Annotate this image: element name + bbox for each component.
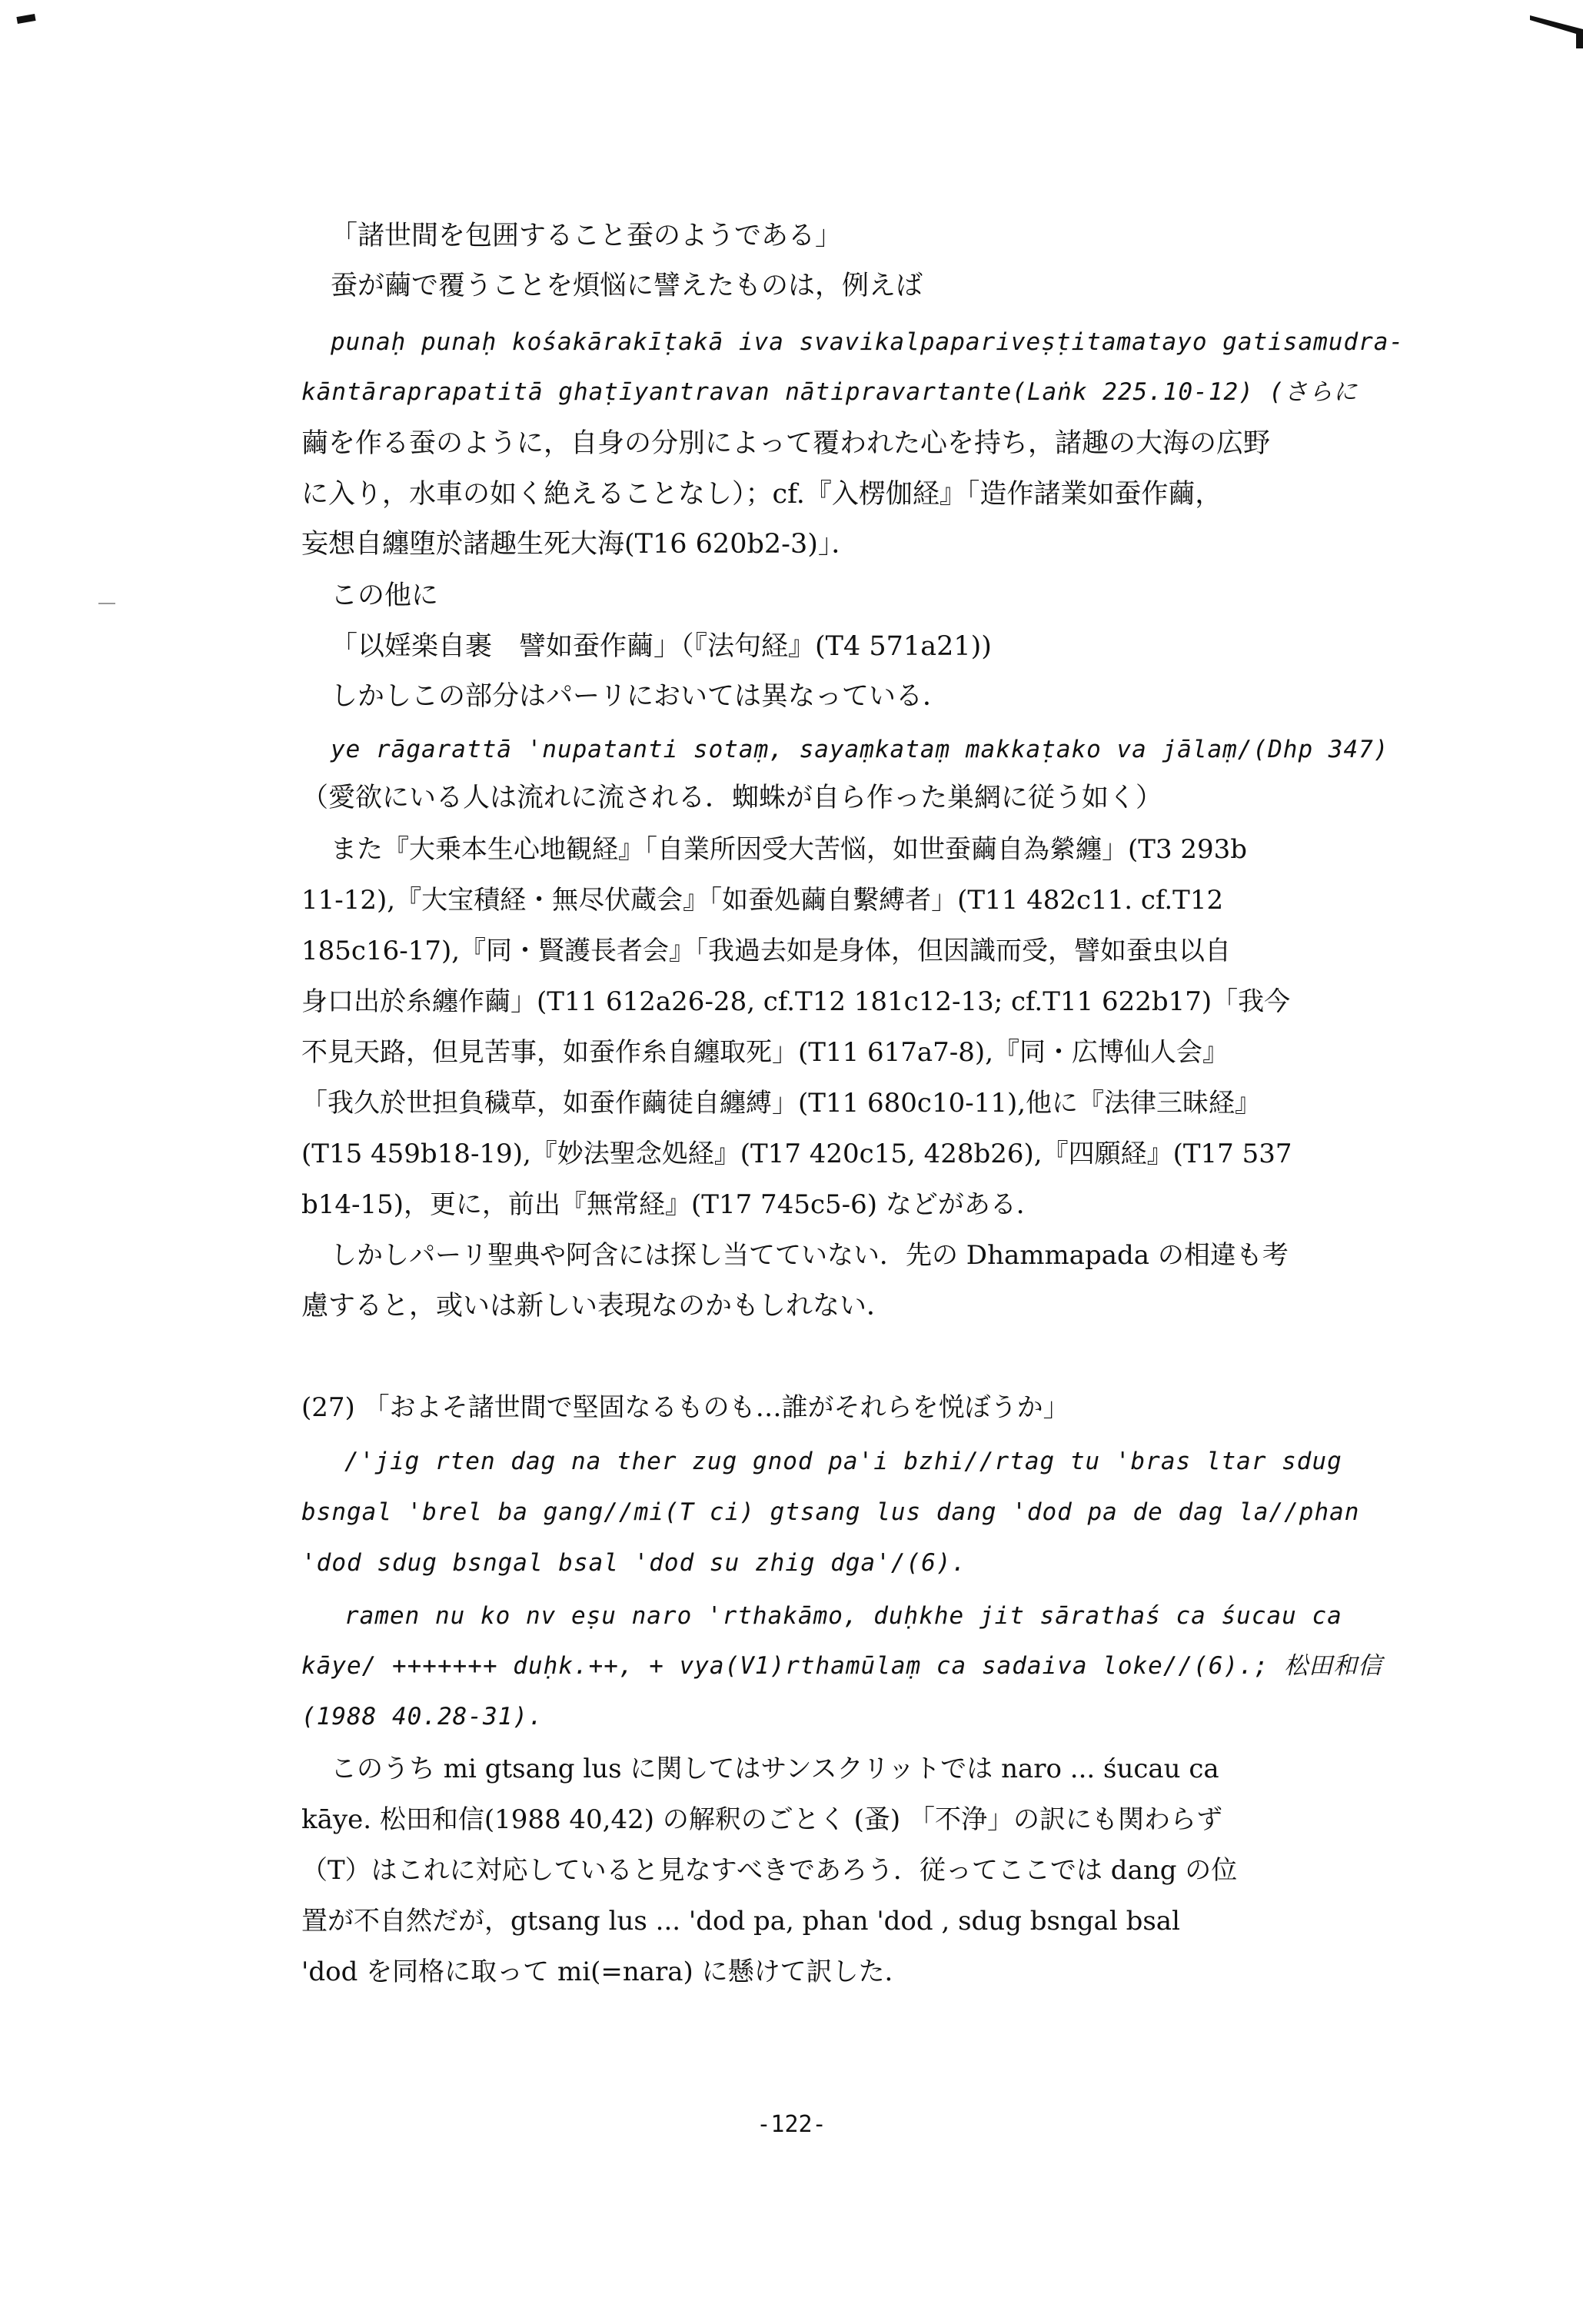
text-line-22: 慮すると，或いは新しい表現なのかもしれない． <box>301 1291 894 1322</box>
text-line-2: 蚕が繭で覆うことを煩悩に譬えたものは，例えば <box>331 271 923 301</box>
text-line-8: この他に <box>331 580 439 611</box>
text-line-20: b14-15)，更に，前出『無常経』(T17 745c5-6) などがある． <box>301 1189 1043 1220</box>
text-line-1: 「諸世間を包囲すること蚕のようである」 <box>331 221 843 251</box>
text-line-16: 身口出於糸纏作繭」(T11 612a26-28, cf.T12 181c12-13; cf.T11 622b17)「我今 <box>301 986 1291 1017</box>
text-line-12: （愛欲にいる人は流れに流される．蜘蛛が自ら作った巣網に従う如く） <box>301 783 1163 813</box>
section-heading-27: (27) 「およそ諸世間で堅固なるものも…誰がそれらを悦ぼうか」 <box>301 1392 1069 1423</box>
text-line-18: 「我久於世担負穢草，如蚕作繭徒自纏縛」(T11 680c10-11),他に『法律三昧経』 <box>301 1088 1262 1119</box>
text-line-32: （T）はこれに対応していると見なすべきであろう．従ってここでは dang の位 <box>301 1855 1238 1886</box>
text-line-4: kāntāraprapatitā ghaṭīyantravan nātipravartante(Laṅk 225.10-12) (さらに <box>301 378 1359 406</box>
text-line-7: 妄想自纏堕於諸趣生死大海(T16 620b2-3)」． <box>301 529 859 560</box>
scan-mark-top-left <box>16 14 35 24</box>
text-line-33: 置が不自然だが，gtsang lus ... 'dod pa, phan 'dod , sdug bsngal bsal <box>301 1906 1180 1937</box>
text-line-25: bsngal 'brel ba gang//mi(T ci) gtsang lus dang 'dod pa de dag la//phan <box>301 1498 1360 1526</box>
scan-mark-top-right <box>1530 14 1583 48</box>
text-line-10: しかしこの部分はパーリにおいては異なっている． <box>331 681 950 712</box>
text-line-26: 'dod sdug bsngal bsal 'dod su zhig dga'/(6). <box>301 1549 967 1577</box>
text-line-31: kāye. 松田和信(1988 40,42) の解釈のごとく (蚤) 「不浄」の訳にも関わらず <box>301 1804 1222 1835</box>
text-line-15: 185c16-17),『同・賢護長者会』「我過去如是身体，但因識而受，譬如蚕虫以自 <box>301 936 1232 966</box>
text-line-24: /'jig rten dag na ther zug gnod pa'i bzhi//rtag tu 'bras ltar sdug <box>344 1448 1342 1475</box>
text-line-29: (1988 40.28-31). <box>301 1703 544 1731</box>
text-line-3: punaḥ punaḥ kośakārakīṭakā iva svavikalpapariveṣṭitamatayo gatisamudra- <box>331 328 1405 356</box>
page-number: -122- <box>757 2111 826 2138</box>
text-line-30: このうち mi gtsang lus に関してはサンスクリットでは naro ... śucau ca <box>331 1754 1219 1784</box>
text-line-21: しかしパーリ聖典や阿含には探し当てていない．先の Dhammapada の相違も考 <box>331 1240 1289 1271</box>
text-line-9: 「以婬楽自裹 譬如蚕作繭」（『法句経』(T4 571a21)) <box>331 631 992 662</box>
margin-mark <box>98 603 115 604</box>
text-line-11: ye rāgarattā 'nupatanti sotaṃ, sayaṃkataṃ makkaṭako va jālaṃ/(Dhp 347) <box>331 736 1389 763</box>
text-line-6: に入り，水車の如く絶えることなし）；cf.『入楞伽経』「造作諸業如蚕作繭， <box>301 479 1222 510</box>
text-line-17: 不見天路，但見苦事，如蚕作糸自纏取死」(T11 617a7-8),『同・広博仙人会』 <box>301 1037 1229 1068</box>
text-line-19: (T15 459b18-19),『妙法聖念処経』(T17 420c15, 428b26),『四願経』(T17 537 <box>301 1139 1292 1169</box>
text-line-28: kāye/ +++++++ duḥk.++, + vya(V1)rthamūlaṃ ca sadaiva loke//(6).; 松田和信 <box>301 1652 1383 1680</box>
text-line-27: ramen nu ko nv eṣu naro 'rthakāmo, duḥkhe jit sārathaś ca śucau ca <box>344 1602 1342 1630</box>
text-line-5: 繭を作る蚕のように，自身の分別によって覆われた心を持ち，諸趣の大海の広野 <box>301 428 1271 459</box>
text-line-14: 11-12),『大宝積経・無尽伏蔵会』「如蚕処繭自繫縛者」(T11 482c11. cf.T12 <box>301 885 1224 916</box>
text-line-13: また『大乗本生心地観経』「自業所因受大苦悩，如世蚕繭自為縈纏」(T3 293b <box>331 834 1248 865</box>
text-line-34: 'dod を同格に取って mi(=nara) に懸けて訳した． <box>301 1957 911 1987</box>
